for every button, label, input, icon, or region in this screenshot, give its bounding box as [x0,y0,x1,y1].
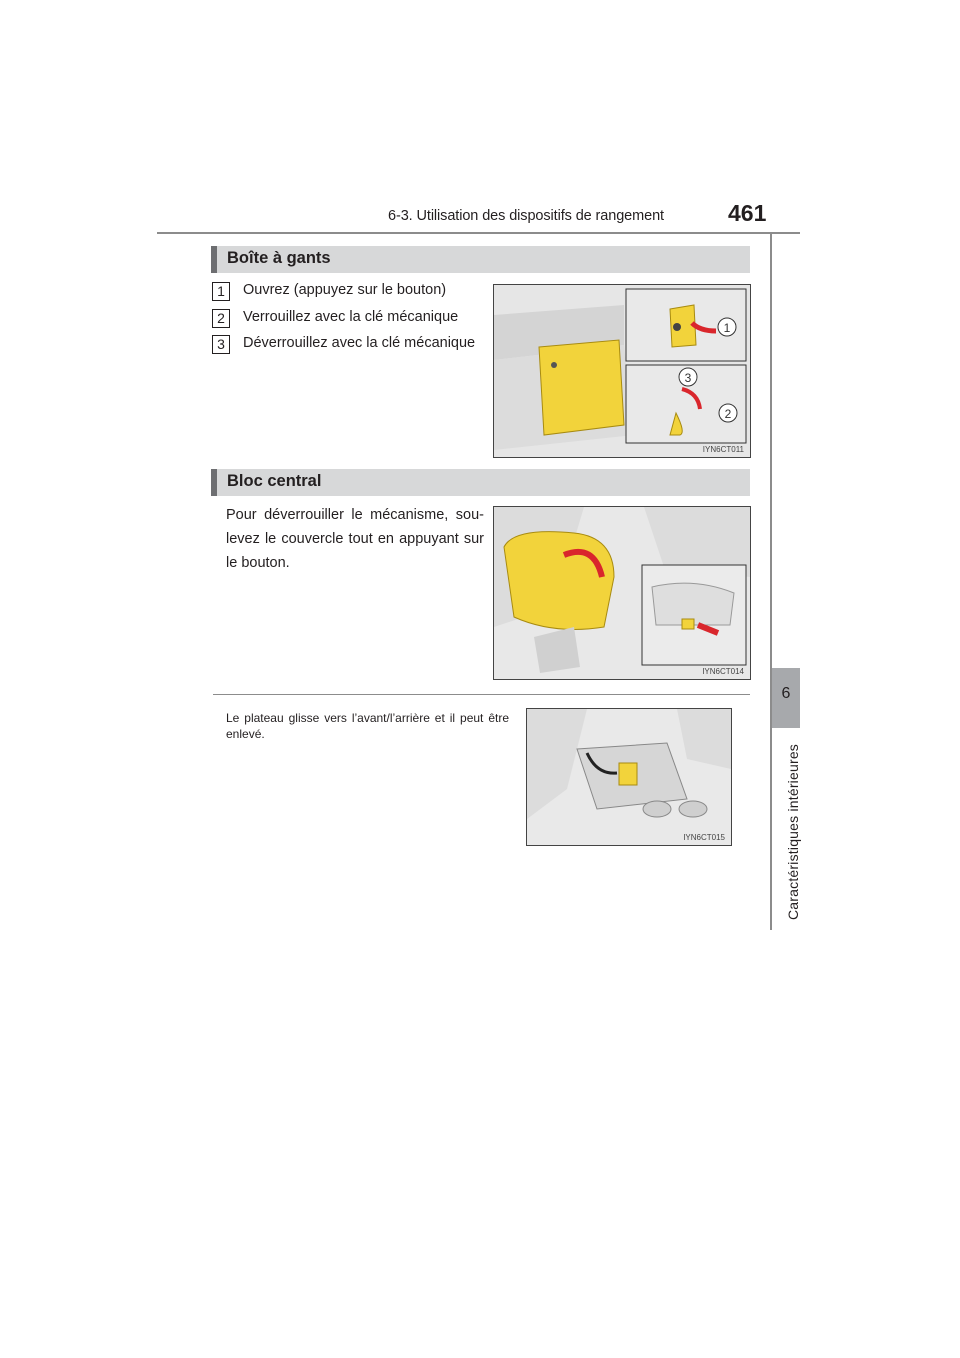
section-heading-console [211,469,750,496]
running-header-title: 6-3. Utilisation des dispositifs de rangement [388,208,664,224]
section-title: Bloc central [227,472,322,490]
figure-code: IYN6CT014 [702,667,744,676]
section-title: Boîte à gants [227,249,331,267]
page-number: 461 [728,200,767,226]
step-text-2: Verrouillez avec la clé mécanique [243,309,459,325]
figure-code: IYN6CT015 [683,833,725,842]
step-number-1: 1 [212,282,230,301]
step-number-2: 2 [212,309,230,328]
callout-1: 1 [723,321,731,335]
step-text-3: Déverrouillez avec la clé mécanique [243,335,476,351]
callout-3: 3 [684,371,692,385]
section-heading-glovebox [211,246,750,273]
figure-code: IYN6CT011 [702,445,744,454]
tray-illustration [526,708,732,846]
console-illustration [493,506,751,680]
step-number-3: 3 [212,335,230,354]
glovebox-illustration [493,284,751,458]
note-divider [213,694,750,695]
step-text-1: Ouvrez (appuyez sur le bouton) [243,282,447,298]
chapter-number: 6 [781,685,791,702]
callout-2: 2 [724,407,732,421]
header-rule [157,232,800,234]
side-rule [770,233,772,930]
console-instruction: Pour déverrouiller le mécanisme, sou-levez le couvercle tout en appuyant sur le bouton. [226,507,484,571]
chapter-title-vertical: Caractéristiques intérieures [785,743,801,920]
tray-note: Le plateau glisse vers l’avant/l’arrière et il peut être enlevé. [226,711,509,741]
